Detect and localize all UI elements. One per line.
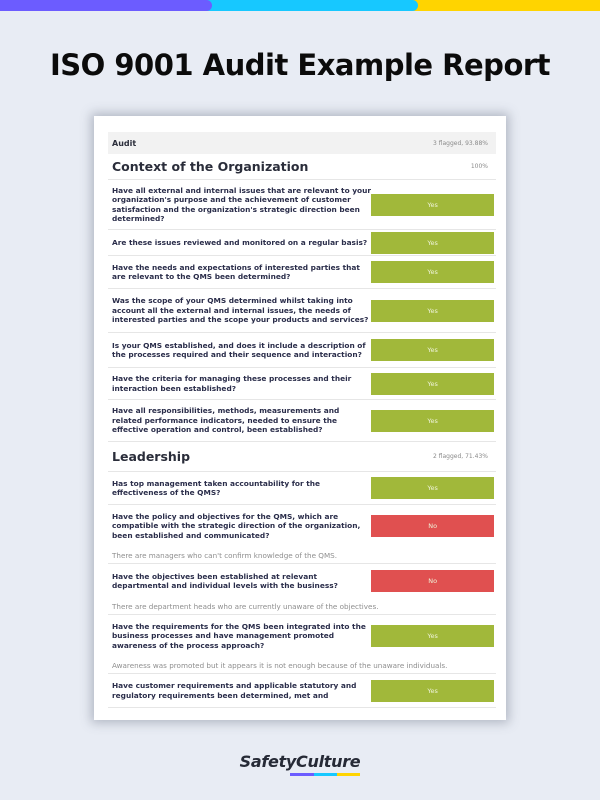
color-bar-purple (0, 0, 212, 11)
question-text: Have the needs and expectations of interested parties that are relevant to the QMS been determined? (112, 262, 360, 281)
section-title: Context of the Organization (112, 159, 309, 174)
page-title: ISO 9001 Audit Example Report (49, 48, 551, 82)
color-bar-cyan (206, 0, 418, 11)
question-row (108, 674, 496, 708)
answer-yes: Yes (371, 261, 494, 283)
question-row (108, 256, 496, 289)
color-bar-yellow (412, 0, 600, 11)
section-score: 2 flagged, 71.43% (433, 453, 488, 460)
question-text: Is your QMS established, and does it include a description of the processes required and their sequence and interaction? (112, 340, 366, 359)
brand-underline-yellow (337, 773, 360, 776)
answer-yes: Yes (371, 194, 494, 216)
answer-yes: Yes (371, 339, 494, 361)
brand-name: SafetyCulture (239, 752, 361, 771)
question-note: There are department heads who are currently unaware of the objectives. (108, 598, 496, 615)
answer-yes: Yes (371, 232, 494, 254)
top-color-bar (0, 0, 600, 11)
question-note: There are managers who can't confirm knowledge of the QMS. (108, 547, 496, 564)
question-row (108, 368, 496, 400)
question-text: Are these issues reviewed and monitored on a regular basis? (112, 237, 368, 247)
answer-yes: Yes (371, 410, 494, 432)
brand-underline-purple (290, 773, 313, 776)
question-text: Have the criteria for managing these processes and their interaction been established? (112, 374, 352, 393)
brand-underline-cyan (314, 773, 337, 776)
question-row (108, 333, 496, 368)
answer-yes: Yes (371, 477, 494, 499)
question-text: Have all external and internal issues that are relevant to your organization's purpose and the achievement of customer satisfaction and the organization's strategic direction been determined? (112, 185, 372, 223)
report-card (94, 116, 506, 720)
audit-header (108, 132, 496, 154)
answer-yes: Yes (371, 300, 494, 322)
question-text: Was the scope of your QMS determined whilst taking into account all the external and internal issues, the needs of interested parties and the scope your products and services? (112, 296, 369, 325)
question-text: Have the requirements for the QMS been integrated into the business processes and have management promoted awareness of the process approach? (112, 621, 366, 650)
question-text: Have customer requirements and applicable statutory and regulatory requirements been determined, met and (112, 681, 357, 700)
question-text: Have the policy and objectives for the QMS, which are compatible with the strategic direction of the organization, been established and communicated? (112, 511, 361, 540)
question-row (108, 615, 496, 657)
question-row-flagged (108, 505, 496, 547)
answer-yes: Yes (371, 625, 494, 647)
section-score: 100% (470, 163, 488, 170)
answer-no: No (371, 515, 494, 537)
brand-wordmark (240, 752, 361, 771)
section-title: Leadership (112, 449, 191, 464)
question-text: Has top management taken accountability for the effectiveness of the QMS? (112, 478, 321, 497)
question-row (108, 289, 496, 333)
brand-underline (290, 773, 360, 776)
question-row (108, 400, 496, 442)
answer-no: No (371, 570, 494, 592)
section-header-leadership (108, 442, 496, 472)
question-text: Have all responsibilities, methods, measurements and related performance indicators, needed to ensure the effective operation and control, been established? (112, 406, 340, 435)
brand-logo (0, 752, 600, 771)
question-text: Have the objectives been established at relevant departmental and individual levels with the business? (112, 571, 338, 590)
answer-yes: Yes (371, 680, 494, 702)
question-row (108, 472, 496, 505)
question-row (108, 230, 496, 256)
answer-yes: Yes (371, 373, 494, 395)
audit-score: 3 flagged, 93.88% (433, 139, 488, 147)
section-header-context (108, 154, 496, 180)
question-note: Awareness was promoted but it appears it is not enough because of the unaware individuals. (108, 657, 496, 674)
audit-label: Audit (112, 138, 137, 148)
question-row-flagged (108, 564, 496, 598)
question-row (108, 180, 496, 230)
